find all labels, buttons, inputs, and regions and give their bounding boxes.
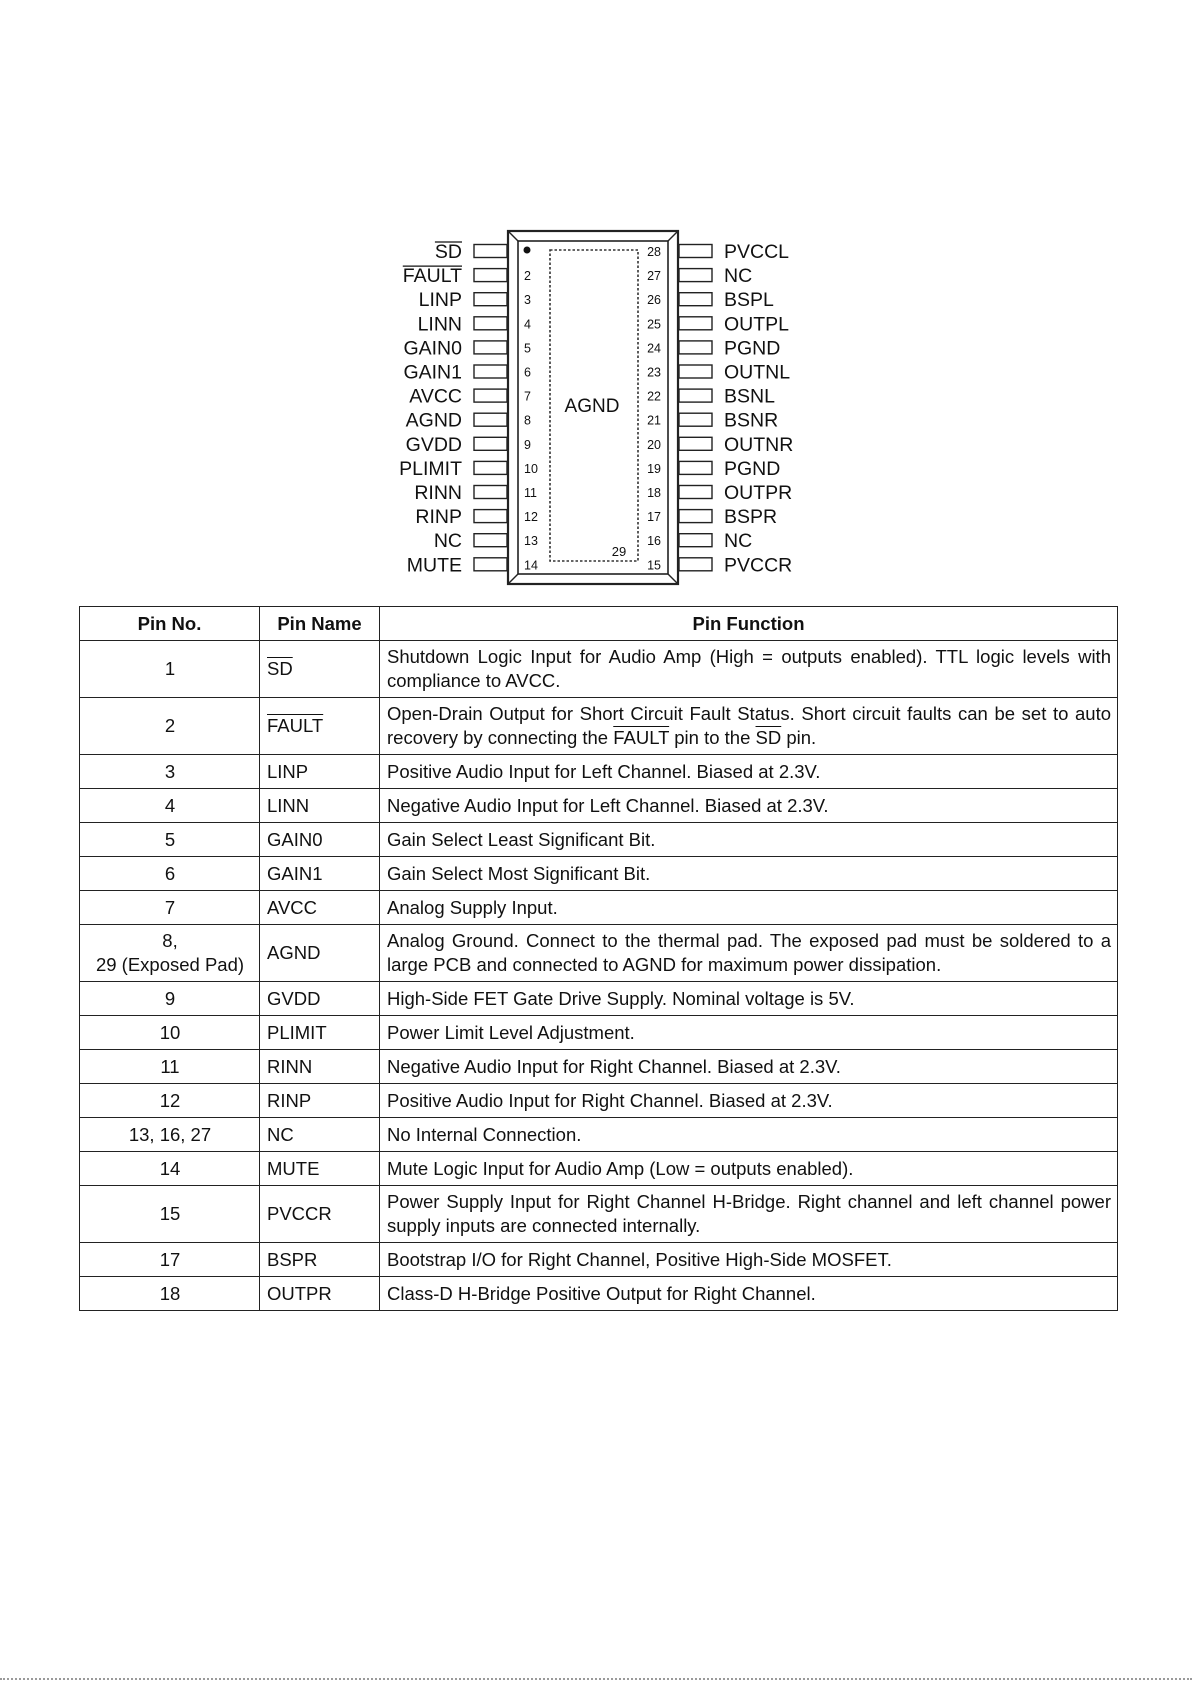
pin-function-text: High-Side FET Gate Drive Supply. Nominal voltage is 5V. — [387, 987, 855, 1009]
pin-function-cell — [380, 1243, 1118, 1277]
pin1-marker-dot — [524, 247, 531, 254]
pin-number-text: 18 — [159, 1282, 181, 1304]
table-row — [80, 1243, 1118, 1277]
pin-number-cell — [80, 982, 260, 1016]
pin-number-cell — [80, 857, 260, 891]
pin-name-cell — [260, 1186, 380, 1243]
pin-lead — [679, 293, 712, 306]
pin-function-cell — [380, 1016, 1118, 1050]
pin-lead — [474, 341, 507, 354]
pin-lead — [679, 365, 712, 378]
table-row — [80, 1084, 1118, 1118]
pin-lead — [679, 558, 712, 571]
table-row — [80, 1016, 1118, 1050]
pin-name-label: PVCCL — [724, 241, 790, 263]
pin-number-label: 26 — [647, 293, 661, 308]
pin-name-text: AGND — [267, 942, 321, 963]
pin-name-cell — [260, 857, 380, 891]
pin-name-label: MUTE — [406, 554, 462, 577]
pin-name-label: NC — [724, 530, 753, 553]
pin-number-label: 11 — [524, 486, 537, 500]
pin-name-label: OUTPL — [724, 313, 790, 336]
pin-name-label: AGND — [405, 409, 462, 432]
pin-function-cell — [380, 1118, 1118, 1152]
pin-lead — [679, 341, 712, 354]
table-row — [80, 755, 1118, 789]
pin-lead — [474, 461, 507, 474]
pin-function-cell — [380, 823, 1118, 857]
pin-number-label: 28 — [647, 245, 661, 259]
pin-name-text: GVDD — [267, 987, 321, 1009]
pin-name-text: FAULT — [267, 715, 324, 736]
pin-function-text-part: pin. — [781, 727, 817, 748]
pin-function-text: Bootstrap I/O for Right Channel, Positive High-Side MOSFET. — [387, 1248, 892, 1270]
pin-name-text: MUTE — [267, 1157, 320, 1179]
pin-number-cell — [80, 1152, 260, 1186]
pin-name-label: GAIN1 — [403, 361, 462, 384]
pin-lead — [474, 269, 507, 282]
pin-function-text-part: pin to the — [669, 727, 756, 748]
pin-number-label: 14 — [524, 558, 538, 573]
pin-lead — [474, 293, 507, 306]
pin-number-label: 16 — [647, 534, 661, 549]
pin-number-text: 7 — [164, 896, 176, 918]
header-pin-no: Pin No. — [80, 607, 260, 641]
pin-name-label: OUTNR — [724, 433, 794, 456]
pin-name-text: GAIN0 — [267, 828, 323, 850]
pin-name-text: RINP — [267, 1089, 312, 1111]
table-row — [80, 1050, 1118, 1084]
pin-function-text: Analog Ground. Connect to the thermal pad. The exposed pad must be soldered to a large PCB and connected to AGND for maximum power dissipation. — [387, 930, 1111, 975]
pin-name-cell — [260, 982, 380, 1016]
pin-number-text: 1 — [164, 658, 176, 679]
pin-name-cell — [260, 925, 380, 982]
pin-number-cell — [80, 641, 260, 698]
pin-lead — [679, 389, 712, 402]
pin-number-text: 2 — [164, 715, 176, 736]
pin-name-cell — [260, 1016, 380, 1050]
pin-name-label: NC — [724, 265, 753, 288]
pin-number-text: 11 — [160, 1055, 180, 1077]
table-row — [80, 982, 1118, 1016]
header-pin-name: Pin Name — [260, 607, 380, 641]
pin-name-text: OUTPR — [267, 1282, 332, 1304]
pin-name-label: FAULT — [402, 265, 462, 288]
pin-number-text: 6 — [164, 862, 176, 884]
pin-function-cell — [380, 1277, 1118, 1311]
pin-number-label: 22 — [647, 389, 661, 404]
pin-number-label: 27 — [647, 269, 661, 284]
table-row — [80, 1277, 1118, 1311]
pin-number-text: 5 — [164, 828, 176, 850]
pin-function-cell — [380, 982, 1118, 1016]
thermal-pad-pin-number: 29 — [611, 544, 627, 559]
pin-lead — [474, 558, 507, 571]
pin-1-sd — [435, 241, 507, 263]
pin-number-label: 24 — [647, 341, 661, 356]
pin-number-text: 15 — [159, 1203, 181, 1224]
pin-number-label: 13 — [524, 534, 538, 549]
pin-number-label: 4 — [524, 317, 531, 332]
pin-name-text: NC — [267, 1123, 294, 1145]
pin-name-cell — [260, 755, 380, 789]
table-header-row — [80, 607, 1118, 641]
pin-name-label: GVDD — [405, 433, 462, 456]
pin-number-text: 4 — [164, 794, 176, 816]
pin-number-label: 20 — [647, 437, 661, 452]
table-row — [80, 1186, 1118, 1243]
pin-lead — [474, 389, 507, 402]
pin-number-text: 10 — [159, 1021, 181, 1043]
pin-name-text: PLIMIT — [267, 1021, 327, 1043]
pin-name-text: $\overline{SD}$ — [267, 658, 293, 679]
pin-number-label: 6 — [524, 365, 531, 380]
pin-name-label: BSNL — [724, 385, 775, 408]
pin-name-label: BSPL — [724, 289, 774, 312]
pin-name-cell — [260, 1084, 380, 1118]
pin-number-cell — [80, 1118, 260, 1152]
pin-function-cell — [380, 1186, 1118, 1243]
pin-name-cell — [260, 1243, 380, 1277]
pin-function-text: Gain Select Least Significant Bit. — [387, 828, 656, 850]
pin-name-label: PLIMIT — [399, 457, 462, 480]
pin-function-text: Analog Supply Input. — [387, 896, 558, 918]
pin-lead — [679, 245, 712, 258]
pin-number-cell — [80, 789, 260, 823]
pin-function-cell — [380, 698, 1118, 755]
pin-name-cell — [260, 1050, 380, 1084]
pin-lead — [679, 413, 712, 426]
pin-function-cell — [380, 1152, 1118, 1186]
pin-function-cell — [380, 857, 1118, 891]
table-row — [80, 1152, 1118, 1186]
pin-lead — [679, 510, 712, 523]
ic-pinout-diagram — [0, 0, 1192, 610]
table-row — [80, 641, 1118, 698]
pin-function-text-part: $\overline{SD}$ — [755, 727, 782, 748]
pin-lead — [474, 365, 507, 378]
pin-number-label: 10 — [524, 461, 538, 476]
pin-number-label: 19 — [647, 461, 661, 476]
pin-name-text: RINN — [267, 1055, 313, 1077]
table-row — [80, 1118, 1118, 1152]
table-row — [80, 789, 1118, 823]
pin-function-text: Gain Select Most Significant Bit. — [387, 862, 651, 884]
pin-number-label: 7 — [524, 389, 531, 404]
pin-number-label: 15 — [647, 558, 661, 573]
pin-function-cell — [380, 641, 1118, 698]
table-row — [80, 857, 1118, 891]
table-row — [80, 698, 1118, 755]
pin-number-label: 8 — [524, 413, 531, 428]
pin-number-cell — [80, 823, 260, 857]
pin-lead — [474, 534, 507, 547]
pin-number-label: 18 — [647, 486, 661, 500]
pin-number-cell — [80, 1016, 260, 1050]
pin-lead — [679, 317, 712, 330]
pin-number-label: 3 — [524, 293, 531, 308]
pin-lead — [679, 534, 712, 547]
pin-function-text: Negative Audio Input for Left Channel. Biased at 2.3V. — [387, 794, 829, 816]
pin-name-text: LINN — [267, 794, 310, 816]
table-row — [80, 823, 1118, 857]
pin-lead — [679, 269, 712, 282]
pin-number-text: 13, 16, 27 — [128, 1123, 212, 1145]
pin-lead — [474, 245, 507, 258]
pin-function-text: Positive Audio Input for Right Channel. Biased at 2.3V. — [387, 1089, 833, 1111]
pin-name-label: RINN — [414, 482, 462, 504]
pin-name-cell — [260, 641, 380, 698]
pin-lead — [679, 486, 712, 499]
pin-function-cell — [380, 1050, 1118, 1084]
pin-number-cell — [80, 755, 260, 789]
pin-function-text: Positive Audio Input for Left Channel. Biased at 2.3V. — [387, 760, 821, 782]
pin-function-table — [79, 606, 1118, 1311]
pin-number-cell — [80, 1277, 260, 1311]
pin-name-cell — [260, 891, 380, 925]
pin-lead — [474, 317, 507, 330]
pin-name-text: GAIN1 — [267, 862, 323, 884]
pin-function-text: Mute Logic Input for Audio Amp (Low = outputs enabled). — [387, 1157, 854, 1179]
pin-number-text: 8, — [162, 930, 178, 951]
pin-name-label: NC — [433, 530, 462, 553]
pin-number-label: 12 — [524, 510, 538, 525]
pin-lead — [679, 461, 712, 474]
pin-function-text: Negative Audio Input for Right Channel. Biased at 2.3V. — [387, 1055, 841, 1077]
pin-name-label: PGND — [724, 337, 781, 360]
pin-number-text: 12 — [159, 1089, 181, 1111]
pin-name-cell — [260, 1277, 380, 1311]
pin-function-cell — [380, 1084, 1118, 1118]
pin-number-cell — [80, 1084, 260, 1118]
pin-name-text: BSPR — [267, 1248, 318, 1270]
page-bottom-divider — [0, 1678, 1192, 1680]
pin-function-text: Power Limit Level Adjustment. — [387, 1021, 635, 1043]
pin-name-label: GAIN0 — [403, 337, 462, 360]
pin-number-label: 25 — [647, 317, 661, 332]
pin-number-cell — [80, 1186, 260, 1243]
pin-name-cell — [260, 1152, 380, 1186]
pin-name-label: BSPR — [724, 506, 778, 529]
pin-function-text: Shutdown Logic Input for Audio Amp (High = outputs enabled). TTL logic levels with compliance to AVCC. — [387, 646, 1111, 691]
pin-function-cell — [380, 891, 1118, 925]
ic-package-body — [508, 231, 678, 584]
pin-number-text: 3 — [164, 760, 176, 782]
pin-name-cell — [260, 789, 380, 823]
pin-function-text: No Internal Connection. — [387, 1123, 582, 1145]
pin-name-cell — [260, 1118, 380, 1152]
pin-name-cell — [260, 823, 380, 857]
pin-lead — [474, 413, 507, 426]
pin-lead — [474, 510, 507, 523]
pin-function-cell — [380, 755, 1118, 789]
pin-number-cell — [80, 1243, 260, 1277]
pin-name-label: RINP — [415, 506, 462, 529]
pin-name-text: PVCCR — [267, 1203, 332, 1224]
pin-name-label: PVCCR — [724, 554, 793, 577]
pin-name-label: LINP — [418, 289, 462, 312]
pin-lead — [474, 437, 507, 450]
pin-number-text-extra: 29 (Exposed Pad) — [95, 954, 245, 975]
pin-number-label: 5 — [524, 341, 531, 356]
pin-number-label: 17 — [647, 510, 661, 525]
header-pin-function: Pin Function — [380, 607, 1118, 641]
pin-function-text: Class-D H-Bridge Positive Output for Right Channel. — [387, 1282, 816, 1304]
pin-function-text-part: Open-Drain Output for Short Circuit Fault Status. Short circuit faults can be set to auto recovery by connecting the — [387, 703, 1111, 748]
pin-lead — [474, 486, 507, 499]
pin-number-label: 23 — [647, 365, 661, 380]
pin-number-label: 2 — [524, 269, 531, 284]
thermal-pad-label: AGND — [564, 396, 620, 417]
pin-name-label: AVCC — [409, 385, 462, 408]
pin-number-cell — [80, 1050, 260, 1084]
pin-number-label: 9 — [524, 437, 531, 452]
pin-name-label: PGND — [724, 457, 781, 480]
pin-function-text: Power Supply Input for Right Channel H-Bridge. Right channel and left channel power supply inputs are connected internally. — [387, 1191, 1111, 1236]
table-row — [80, 925, 1118, 982]
pin-name-label: BSNR — [724, 409, 779, 432]
pin-number-cell — [80, 698, 260, 755]
pin-name-cell — [260, 698, 380, 755]
pin-number-text: 9 — [164, 987, 176, 1009]
table-row — [80, 891, 1118, 925]
pin-name-label: LINN — [417, 313, 462, 336]
pin-number-text: 14 — [159, 1157, 181, 1179]
pin-function-text-part: FAULT — [613, 727, 670, 748]
pin-name-text: AVCC — [267, 896, 318, 918]
pin-number-cell — [80, 891, 260, 925]
pin-number-label: 21 — [647, 413, 661, 428]
pin-function-cell — [380, 789, 1118, 823]
pin-lead — [679, 437, 712, 450]
pin-name-label: SD — [434, 241, 462, 263]
pin-name-label: OUTNL — [724, 361, 791, 384]
pin-number-text: 17 — [159, 1248, 181, 1270]
pin-number-cell — [80, 925, 260, 982]
pin-name-text: LINP — [267, 760, 309, 782]
pin-function-cell — [380, 925, 1118, 982]
pin-name-label: OUTPR — [724, 482, 793, 504]
